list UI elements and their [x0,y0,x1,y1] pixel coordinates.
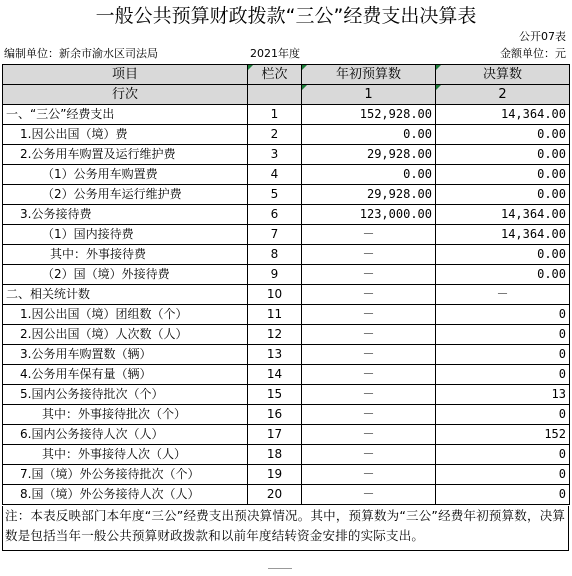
row-seq: 20 [248,485,302,505]
row-item: 8.国（境）外公务接待人次（人） [3,485,248,505]
table-row [3,225,570,245]
row-final: － [436,285,570,305]
row-item: 一、“三公”经费支出 [3,105,248,125]
row-final: 0 [436,305,570,325]
row-seq: 11 [248,305,302,325]
row-budget: － [302,445,436,465]
row-final: 0.00 [436,185,570,205]
fiscal-year: 2021年度 [250,47,300,60]
row-item: 3.公务接待费 [3,205,248,225]
row-budget: － [302,265,436,285]
row-seq: 13 [248,345,302,365]
row-item: （2）国（境）外接待费 [3,265,248,285]
row-seq: 7 [248,225,302,245]
row-budget: 123,000.00 [302,205,436,225]
row-seq: 1 [248,105,302,125]
row-budget: － [302,365,436,385]
bottom-edge-fragment [268,568,292,575]
subheader-item: 行次 [3,85,248,105]
row-item: 2.因公出国（境）人次数（人） [3,325,248,345]
row-budget: 0.00 [302,165,436,185]
row-final: 0 [436,325,570,345]
table-row [3,145,570,165]
row-item: （2）公务用车运行维护费 [3,185,248,205]
row-final: 0.00 [436,145,570,165]
row-budget: － [302,425,436,445]
row-final: 0 [436,465,570,485]
row-item: 3.公务用车购置数（辆） [3,345,248,365]
row-seq: 4 [248,165,302,185]
row-final: 0 [436,445,570,465]
header-row [3,65,570,85]
table-row [3,245,570,265]
row-final: 0.00 [436,245,570,265]
row-final: 0.00 [436,165,570,185]
subheader-final-col: 2 [436,85,570,105]
row-seq: 5 [248,185,302,205]
form-number: 公开07表 [519,30,566,43]
row-item: 1.因公出国（境）团组数（个） [3,305,248,325]
row-seq: 18 [248,445,302,465]
row-seq: 3 [248,145,302,165]
row-budget: 29,928.00 [302,145,436,165]
row-budget: － [302,325,436,345]
row-budget: － [302,485,436,505]
row-final: 0.00 [436,125,570,145]
row-item: 其中：外事接待费 [3,245,248,265]
table-row [3,165,570,185]
row-item: 其中：外事接待人次（人） [3,445,248,465]
row-item: 2.公务用车购置及运行维护费 [3,145,248,165]
row-final: 0 [436,485,570,505]
row-seq: 8 [248,245,302,265]
row-seq: 2 [248,125,302,145]
row-seq: 16 [248,405,302,425]
row-final: 14,364.00 [436,225,570,245]
footnote: 注：本表反映部门本年度“三公”经费支出预决算情况。其中，预算数为“三公”经费年初预算数，决算数是包括当年一般公共预算财政拨款和以前年度结转资金安排的实际支出。 [2,506,569,551]
row-final: 0 [436,365,570,385]
row-item: 1.因公出国（境）费 [3,125,248,145]
row-item: 5.国内公务接待批次（个） [3,385,248,405]
row-item: 7.国（境）外公务接待批次（个） [3,465,248,485]
header-budget: 年初预算数 [302,65,436,85]
row-seq: 14 [248,365,302,385]
row-budget: － [302,465,436,485]
table-row [3,405,570,425]
subheader-seq [248,85,302,105]
row-seq: 19 [248,465,302,485]
table-row [3,325,570,345]
row-seq: 15 [248,385,302,405]
row-final: 14,364.00 [436,105,570,125]
expenditure-table [2,64,570,505]
row-item: 6.国内公务接待人次（人） [3,425,248,445]
row-final: 152 [436,425,570,445]
row-budget: 0.00 [302,125,436,145]
report-title: 一般公共预算财政拨款“三公”经费支出决算表 [95,5,477,27]
subheader-row [3,85,570,105]
table-row [3,265,570,285]
row-budget: 152,928.00 [302,105,436,125]
row-final: 13 [436,385,570,405]
row-item: 其中：外事接待批次（个） [3,405,248,425]
table-row [3,445,570,465]
table-row [3,345,570,365]
row-seq: 9 [248,265,302,285]
row-budget: － [302,305,436,325]
table-row [3,125,570,145]
row-final: 0 [436,405,570,425]
header-item: 项目 [3,65,248,85]
row-seq: 12 [248,325,302,345]
table-row [3,465,570,485]
row-budget: － [302,225,436,245]
table-row [3,365,570,385]
row-seq: 6 [248,205,302,225]
table-row [3,185,570,205]
table-row [3,285,570,305]
row-final: 0.00 [436,265,570,285]
row-final: 14,364.00 [436,205,570,225]
table-row [3,385,570,405]
row-budget: 29,928.00 [302,185,436,205]
row-budget: － [302,385,436,405]
row-item: 二、相关统计数 [3,285,248,305]
table-row [3,105,570,125]
subheader-budget-col: 1 [302,85,436,105]
header-final: 决算数 [436,65,570,85]
row-seq: 17 [248,425,302,445]
row-budget: － [302,245,436,265]
row-seq: 10 [248,285,302,305]
table-row [3,425,570,445]
row-item: （1）公务用车购置费 [3,165,248,185]
table-row [3,205,570,225]
row-budget: － [302,405,436,425]
reporting-unit: 编制单位：新余市渝水区司法局 [4,47,158,60]
amount-unit: 金额单位：元 [500,47,566,60]
row-budget: － [302,345,436,365]
row-item: （1）国内接待费 [3,225,248,245]
header-seq: 栏次 [248,65,302,85]
table-row [3,485,570,505]
table-row [3,305,570,325]
row-budget: － [302,285,436,305]
row-final: 0 [436,345,570,365]
row-item: 4.公务用车保有量（辆） [3,365,248,385]
